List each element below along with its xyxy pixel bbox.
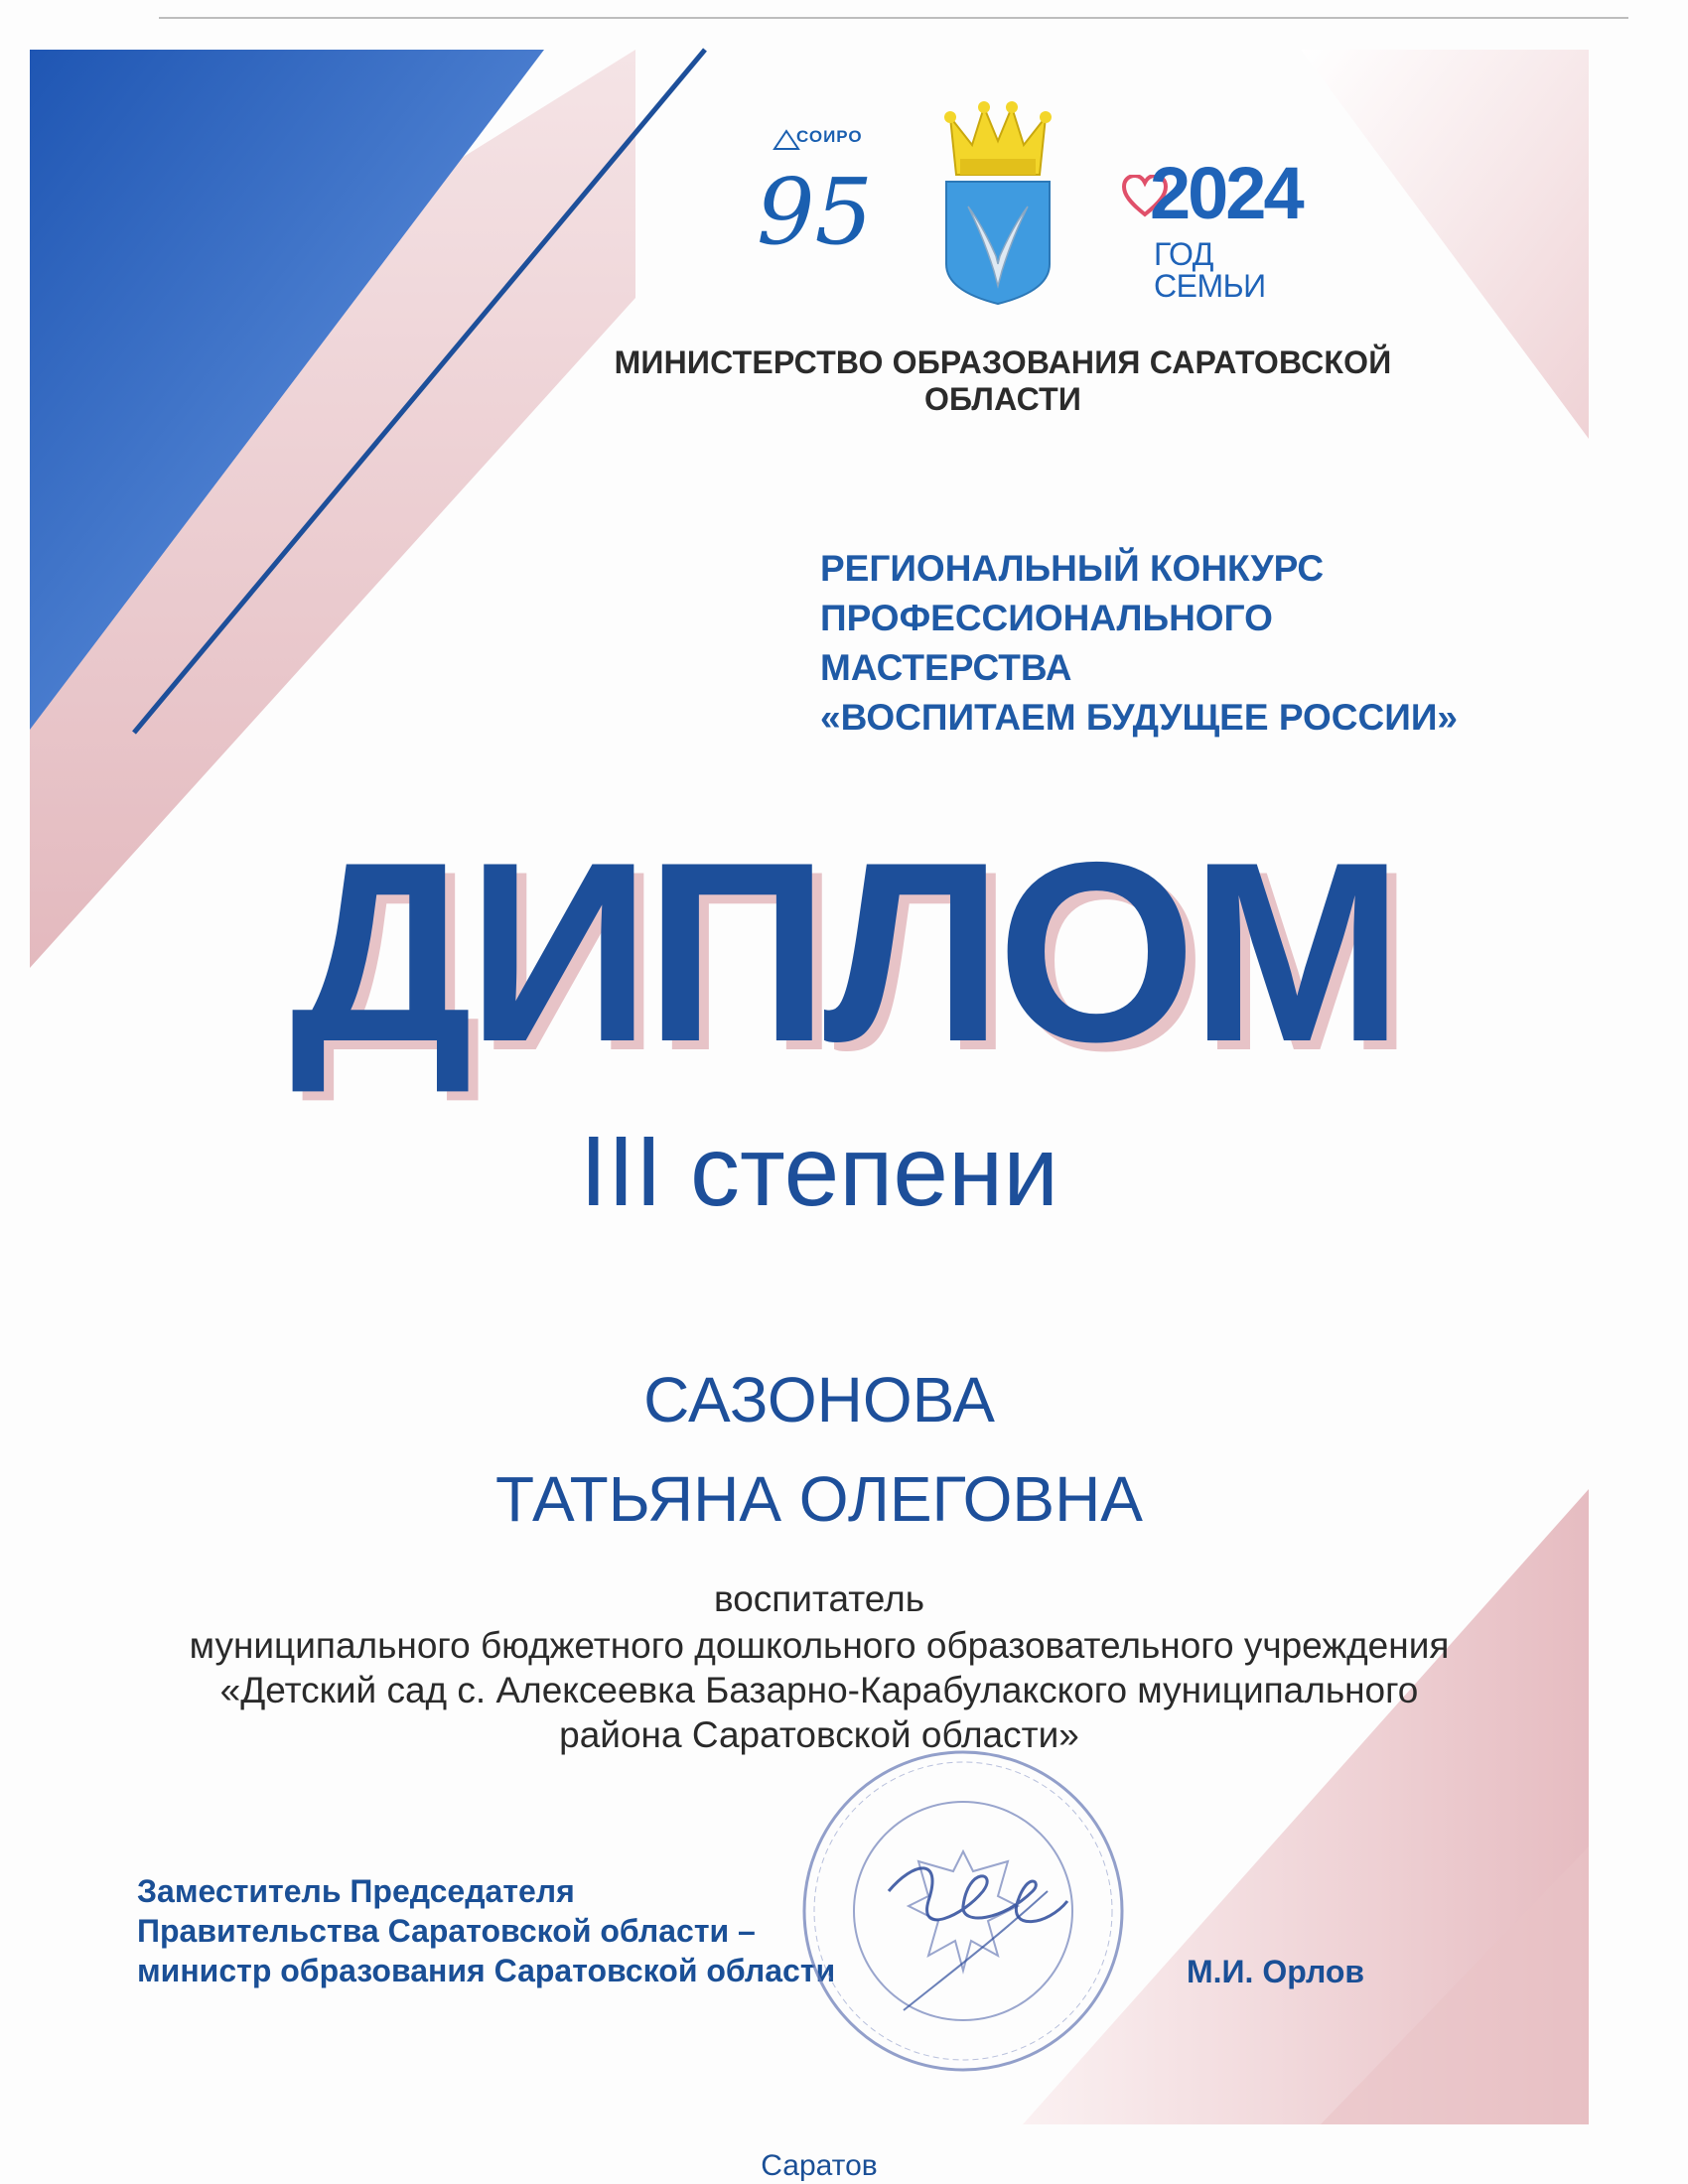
soiro-label: СОИРО [796, 127, 863, 146]
logo-year-caption: ГОД СЕМЬИ [1154, 236, 1266, 304]
logos-row [0, 87, 1688, 326]
signer-name: М.И. Орлов [1187, 1954, 1365, 1989]
saratov-coat-of-arms-icon [938, 97, 1057, 306]
contest-title [820, 544, 1515, 743]
signatory-title-line-1: Заместитель Председателя [137, 1873, 575, 1909]
soiro-95-logo [755, 127, 874, 301]
signatory-title-line-3: министр образования Саратовской области [137, 1953, 836, 1988]
logo-year: 2024 [1150, 152, 1302, 234]
recipient-surname: САЗОНОВА [643, 1364, 995, 1435]
year-of-family-logo [1122, 152, 1321, 304]
official-seal-stamp [794, 1742, 1132, 2080]
ministry-name: МИНИСТЕРСТВО ОБРАЗОВАНИЯ САРАТОВСКОЙ ОБЛАСТИ [614, 344, 1392, 417]
diploma-title: ДИПЛОМ [290, 808, 1398, 1095]
contest-line-1: РЕГИОНАЛЬНЫЙ КОНКУРС [820, 548, 1325, 589]
city-name: Саратов [761, 2149, 878, 2182]
contest-line-2: ПРОФЕССИОНАЛЬНОГО МАСТЕРСТВА [820, 598, 1273, 688]
org-line-1: муниципального бюджетного дошкольного образовательного учреждения [189, 1625, 1450, 1666]
recipient-position: воспитатель [713, 1578, 925, 1619]
recipient-name: ТАТЬЯНА ОЛЕГОВНА [495, 1463, 1143, 1535]
signatory-title [137, 1871, 852, 1990]
contest-line-3: «ВОСПИТАЕМ БУДУЩЕЕ РОССИИ» [820, 697, 1458, 738]
signatory-title-line-2: Правительства Саратовской области – [137, 1913, 756, 1949]
org-line-3: района Саратовской области» [559, 1714, 1079, 1755]
recipient-organization [149, 1623, 1489, 1757]
anniversary-number: 95 [757, 159, 874, 265]
org-line-2: «Детский сад с. Алексеевка Базарно-Карабулакского муниципального [219, 1670, 1419, 1710]
diploma-degree: III степени [579, 1116, 1059, 1227]
